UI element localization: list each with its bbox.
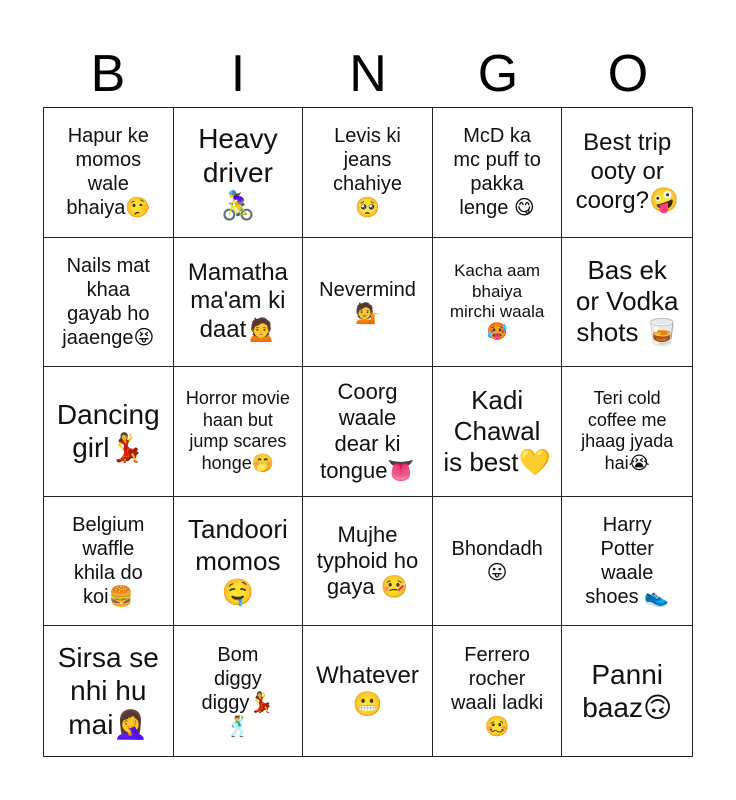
bingo-cell-r3-c3[interactable] — [303, 367, 433, 497]
bingo-cell-r2-c3[interactable] — [303, 238, 433, 368]
bingo-cell-r3-c5[interactable] — [562, 367, 692, 497]
cell-text: Bom diggy diggy💃 🕺 — [201, 644, 275, 739]
cell-text: Best trip ooty or coorg?🤪 — [575, 129, 679, 214]
bingo-cell-r4-c2[interactable] — [174, 497, 304, 627]
bingo-cell-r5-c5[interactable] — [562, 626, 692, 756]
header-letter-b: B — [90, 45, 126, 103]
bingo-cell-r3-c2[interactable] — [174, 367, 304, 497]
bingo-cell-r4-c3[interactable] — [303, 497, 433, 627]
bingo-cell-r2-c1[interactable] — [44, 238, 174, 368]
bingo-cell-r1-c1[interactable] — [44, 108, 174, 238]
cell-text: Whatever 😬 — [316, 662, 419, 719]
header-letter-n: N — [349, 45, 387, 103]
bingo-cell-r1-c2[interactable] — [174, 108, 304, 238]
bingo-cell-r5-c4[interactable] — [433, 626, 563, 756]
bingo-cell-r3-c4[interactable] — [433, 367, 563, 497]
cell-text: Mamatha ma'am ki daat🙍 — [187, 258, 288, 344]
bingo-cell-r4-c4[interactable] — [433, 497, 563, 627]
header-letter-i: I — [230, 45, 246, 103]
cell-text: Bas ek or Vodka shots 🥃 — [575, 255, 679, 348]
cell-text: Kacha aam bhaiya mirchi waala 🥵 — [449, 261, 545, 342]
cell-text: Heavy driver 🚴‍♀️ — [198, 122, 278, 222]
cell-text: Kadi Chawal is best💛 — [443, 384, 551, 478]
bingo-board — [43, 107, 693, 757]
cell-text: Bhondadh 😛 — [451, 538, 543, 585]
bingo-cell-r5-c1[interactable] — [44, 626, 174, 756]
bingo-cell-r1-c5[interactable] — [562, 108, 692, 238]
bingo-cell-r4-c5[interactable] — [562, 497, 692, 627]
header-letter-o: O — [607, 45, 649, 103]
header-letter-g: G — [477, 45, 519, 103]
cell-text: Nevermind 💁 — [319, 278, 416, 325]
bingo-cell-r1-c4[interactable] — [433, 108, 563, 238]
cell-text: Levis ki jeans chahiye 🥺 — [333, 125, 402, 220]
cell-text: Hapur ke momos wale bhaiya🤥 — [66, 125, 151, 220]
bingo-cell-r4-c1[interactable] — [44, 497, 174, 627]
cell-text: Harry Potter waale shoes 👟 — [585, 514, 670, 609]
cell-text: Belgium waffle khila do koi🍔 — [72, 514, 145, 609]
bingo-cell-r5-c2[interactable] — [174, 626, 304, 756]
bingo-cell-r2-c5[interactable] — [562, 238, 692, 368]
bingo-cell-r3-c1[interactable] — [44, 367, 174, 497]
cell-text: Horror movie haan but jump scares honge🤭 — [185, 388, 290, 474]
bingo-cell-r2-c2[interactable] — [174, 238, 304, 368]
cell-text: Mujhe typhoid ho gaya 🤒 — [316, 521, 419, 600]
cell-text: Coorg waale dear ki tongue👅 — [320, 378, 415, 483]
cell-text: Teri cold coffee me jhaag jyada hai😭 — [581, 388, 674, 474]
cell-text: McD ka mc puff to pakka lenge 😋 — [453, 125, 541, 220]
cell-text: Ferrero rocher waali ladki 🥴 — [450, 644, 544, 739]
cell-text: Sirsa se nhi hu mai🤦‍♀️ — [57, 641, 159, 740]
bingo-header — [43, 40, 693, 108]
cell-text: Panni baaz🙃 — [582, 658, 673, 724]
bingo-cell-r1-c3[interactable] — [303, 108, 433, 238]
cell-text: Dancing girl💃 — [56, 398, 160, 464]
cell-text: Tandoori momos 🤤 — [188, 514, 288, 607]
bingo-cell-r2-c4[interactable] — [433, 238, 563, 368]
cell-text: Nails mat khaa gayab ho jaaenge😝 — [62, 254, 155, 349]
bingo-cell-r5-c3[interactable] — [303, 626, 433, 756]
